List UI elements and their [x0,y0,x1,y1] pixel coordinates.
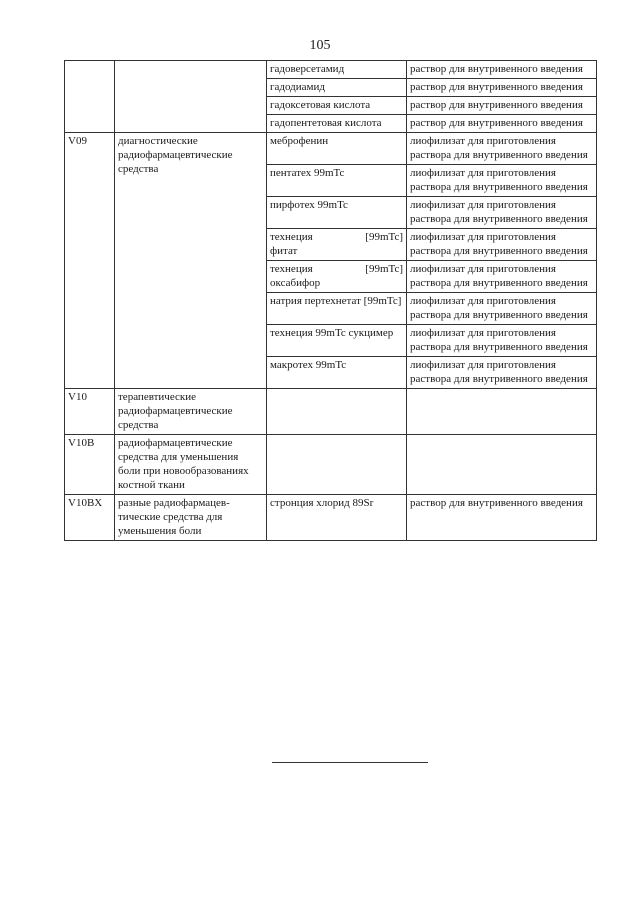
drug-name-cell: технеция 99mTc сукцимер [267,325,407,357]
group-name-cell [115,61,267,133]
drug-table [64,60,597,541]
drug-name-part: оксабифор [270,277,321,289]
dosage-form-cell: раствор для внутривенного введения [407,79,597,97]
atc-code-cell: V10BX [65,495,115,541]
dosage-form-cell: раствор для внутривенного введения [407,495,597,541]
dosage-form-cell: лиофилизат для приготовления раствора для внутривенного введения [407,261,597,293]
drug-name-cell: гадоксетовая кислота [267,97,407,115]
group-name-cell: радиофармацевтические средства для уменьшения боли при новообразованиях костной ткани [115,435,267,495]
drug-name-cell [267,261,407,293]
drug-name-part: технеция [270,263,313,275]
dosage-form-cell: лиофилизат для приготовления раствора для внутривенного введения [407,165,597,197]
drug-name-cell: гадопентетовая кислота [267,115,407,133]
dosage-form-cell [407,389,597,435]
drug-name-cell: пентатех 99mTc [267,165,407,197]
table-row [65,495,597,541]
dosage-form-cell: лиофилизат для приготовления раствора для внутривенного введения [407,357,597,389]
atc-code-cell: V10B [65,435,115,495]
page-number: 105 [309,38,331,53]
drug-name-cell [267,435,407,495]
dosage-form-cell: раствор для внутривенного введения [407,97,597,115]
dosage-form-cell: лиофилизат для приготовления раствора для внутривенного введения [407,325,597,357]
group-name-cell: разные радиофармацев-тические средства для уменьшения боли [115,495,267,541]
table-row [65,435,597,495]
drug-name-cell: стронция хлорид 89Sr [267,495,407,541]
drug-name-cell: натрия пертехнетат [99mTc] [267,293,407,325]
dosage-form-cell: раствор для внутривенного введения [407,61,597,79]
drug-name-part: технеция [270,231,313,243]
dosage-form-cell: лиофилизат для приготовления раствора для внутривенного введения [407,133,597,165]
drug-name-cell [267,229,407,261]
dosage-form-cell [407,435,597,495]
dosage-form-cell: лиофилизат для приготовления раствора для внутривенного введения [407,229,597,261]
dosage-form-cell: лиофилизат для приготовления раствора для внутривенного введения [407,293,597,325]
drug-name-part: фитат [270,245,298,257]
group-name-cell: диагностические радиофармацевтические средства [115,133,267,389]
drug-name-cell [267,389,407,435]
table-row [65,61,597,79]
group-name-cell: терапевтические радиофармацевтические средства [115,389,267,435]
dosage-form-cell: лиофилизат для приготовления раствора для внутривенного введения [407,197,597,229]
atc-code-cell: V09 [65,133,115,389]
table-row [65,389,597,435]
drug-name-part: [99mTc] [365,263,403,275]
drug-name-cell: гадодиамид [267,79,407,97]
drug-name-cell: гадоверсетамид [267,61,407,79]
table-row [65,133,597,165]
drug-name-part: [99mTc] [365,231,403,243]
footer-divider [272,762,428,763]
drug-name-cell: меброфенин [267,133,407,165]
atc-code-cell [65,61,115,133]
drug-name-cell: пирфотех 99mTc [267,197,407,229]
dosage-form-cell: раствор для внутривенного введения [407,115,597,133]
atc-code-cell: V10 [65,389,115,435]
drug-name-cell: макротех 99mTc [267,357,407,389]
